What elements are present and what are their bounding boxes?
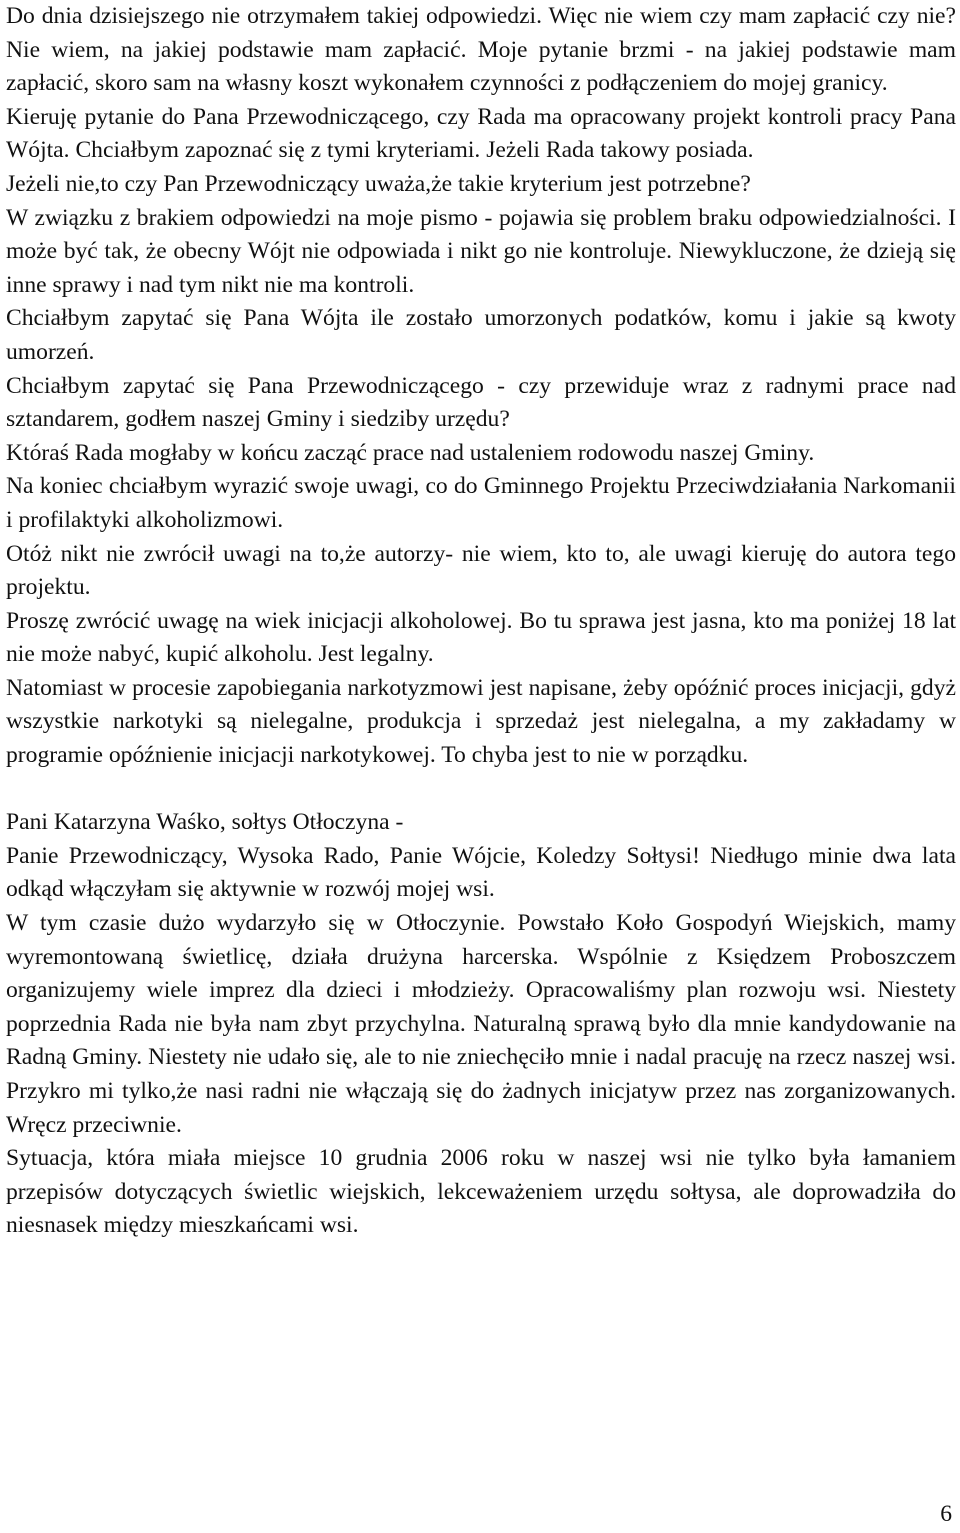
paragraph: Jeżeli nie,to czy Pan Przewodniczący uważa,że takie kryterium jest potrzebne? [6,170,751,197]
paragraph: Natomiast w procesie zapobiegania narkotyzmowi jest napisane, żeby opóźnić proces inicjacji, gdyż wszystkie narkotyki są nielegalne, produkcja i sprzedaż jest nielegalna, a my zakładamy w programie opóźnienie inicjacji narkotykowej. To chyba jest to nie w porządku. [6,674,956,769]
paragraph: Kieruję pytanie do Pana Przewodniczącego, czy Rada ma opracowany projekt kontroli pracy Pana Wójta. Chciałbym zapoznać się z tymi kryteriami. Jeżeli Rada takowy posiada. [6,103,956,164]
document-body [6,0,956,1243]
paragraph: Sytuacja, która miała miejsce 10 grudnia 2006 roku w naszej wsi nie tylko była łamaniem przepisów dotyczących świetlic wiejskich, lekceważeniem urzędu sołtysa, ale doprowadziła do niesnasek między mieszkańcami wsi. [6,1145,956,1239]
paragraph: W tym czasie dużo wydarzyło się w Otłoczynie. Powstało Koło Gospodyń Wiejskich, mamy wyremontowaną świetlicę, działa drużyna harcerska. Wspólnie z Księdzem Proboszczem organizujemy wiele imprez dla dzieci i młodzieży. Opracowaliśmy plan rozwoju wsi. Niestety poprzednia Rada nie była nam zbyt przychylna. Naturalną sprawą było dla mnie kandydowanie na Radną Gminy. Niestety nie udało się, ale to nie zniechęciło mnie i nadal pracuję na rzecz naszej wsi. Przykro mi tylko,że nasi radni nie włączają się do żadnych inicjatyw przez nas zorganizowanych. Wręcz przeciwnie. [6,910,956,1138]
paragraph: Proszę zwrócić uwagę na wiek inicjacji alkoholowej. Bo tu sprawa jest jasna, kto ma poniżej 18 lat nie może nabyć, kupić alkoholu. Jest legalny. [6,607,956,668]
paragraph: Na koniec chciałbym wyrazić swoje uwagi, co do Gminnego Projektu Przeciwdziałania Narkomanii i profilaktyki alkoholizmowi. [6,473,956,533]
paragraph: Któraś Rada mogłaby w końcu zacząć prace nad ustaleniem rodowodu naszej Gminy. [6,439,815,466]
paragraph: Chciałbym zapytać się Pana Wójta ile zostało umorzonych podatków, komu i jakie są kwoty umorzeń. [6,305,956,365]
page-number: 6 [940,1501,952,1527]
paragraph: Chciałbym zapytać się Pana Przewodniczącego - czy przewiduje wraz z radnymi prace nad sztandarem, godłem naszej Gminy i siedziby urzędu? [6,372,956,433]
paragraph: Do dnia dzisiejszego nie otrzymałem takiej odpowiedzi. Więc nie wiem czy mam zapłacić czy nie? Nie wiem, na jakiej podstawie mam zapłacić. Moje pytanie brzmi - na jakiej podstawie mam zapłacić, skoro sam na własny koszt wykonałem czynności z podłączeniem do mojej granicy. [6,3,956,97]
paragraph: Panie Przewodniczący, Wysoka Rado, Panie Wójcie, Koledzy Sołtysi! Niedługo minie dwa lata odkąd włączyłam się aktywnie w rozwój mojej wsi. [6,842,956,903]
paragraph: Otóż nikt nie zwrócił uwagi na to,że autorzy- nie wiem, kto to, ale uwagi kieruję do autora tego projektu. [6,540,956,601]
speaker-heading: Pani Katarzyna Waśko, sołtys Otłoczyna - [6,809,404,836]
paragraph-spacer [6,773,956,807]
paragraph: W związku z brakiem odpowiedzi na moje pismo - pojawia się problem braku odpowiedzialności. I może być tak, że obecny Wójt nie odpowiada i nikt go nie kontroluje. Niewykluczone, że dzieją się inne sprawy i nad tym nikt nie ma kontroli. [6,204,956,298]
